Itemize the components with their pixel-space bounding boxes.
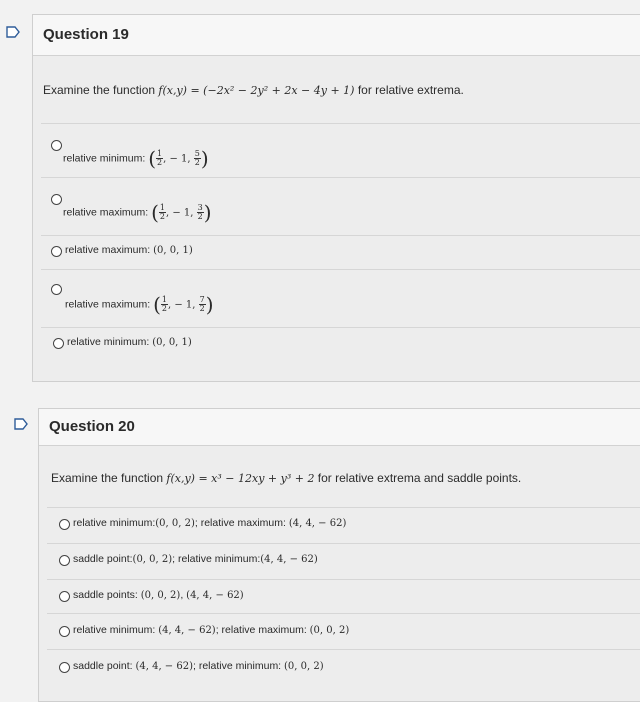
radio-button[interactable] [51, 194, 62, 205]
question-19-header [33, 15, 640, 56]
radio-button[interactable] [51, 246, 62, 257]
question-20-title: Question 20 [49, 418, 135, 435]
radio-button[interactable] [59, 591, 70, 602]
q19-option-4[interactable]: relative maximum: ( $\frac{1}{2}$ , − 1, $\frac{7}{2}$ ) [41, 269, 640, 328]
radio-button[interactable] [59, 626, 70, 637]
q20-option-2[interactable]: saddle point:(0, 0, 2); relative minimum:(4, 4, − 62) [47, 543, 640, 580]
radio-button[interactable] [59, 662, 70, 673]
flag-icon-q20[interactable] [14, 418, 28, 430]
radio-button[interactable] [59, 519, 70, 530]
q19-option-1[interactable]: relative minimum: ( $\frac{1}{2}$ , − 1, $\frac{5}{2}$ ) [41, 123, 640, 178]
question-19-prompt: Examine the function f(x,y) = (−2x² − 2y² + 2x − 4y + 1) for relative extrema. [43, 83, 464, 97]
question-20-card [38, 408, 640, 702]
radio-button[interactable] [59, 555, 70, 566]
question-19-title: Question 19 [43, 26, 129, 43]
question-19-function: f(x,y) = (−2x² − 2y² + 2x − 4y + 1) [158, 84, 355, 97]
q19-option-3[interactable]: relative maximum: (0, 0, 1) [41, 235, 640, 270]
q20-option-4[interactable]: relative minimum: (4, 4, − 62); relative maximum: (0, 0, 2) [47, 613, 640, 650]
question-20-header [39, 409, 640, 446]
q20-option-5[interactable]: saddle point: (4, 4, − 62); relative minimum: (0, 0, 2) [47, 649, 640, 690]
radio-button[interactable] [51, 140, 62, 151]
flag-icon-q19[interactable] [6, 26, 20, 38]
q19-option-2[interactable]: relative maximum: ( $\frac{1}{2}$ , − 1, $\frac{3}{2}$ ) [41, 177, 640, 236]
q20-option-1[interactable]: relative minimum:(0, 0, 2); relative maximum: (4, 4, − 62) [47, 507, 640, 544]
question-19-card [32, 14, 640, 382]
radio-button[interactable] [51, 284, 62, 295]
question-20-prompt: Examine the function f(x,y) = x³ − 12xy + y³ + 2 for relative extrema and saddle points. [51, 471, 522, 485]
q19-option-5[interactable]: relative minimum: (0, 0, 1) [41, 327, 640, 368]
radio-button[interactable] [53, 338, 64, 349]
q20-option-3[interactable]: saddle points: (0, 0, 2), (4, 4, − 62) [47, 579, 640, 614]
question-20-function: f(x,y) = x³ − 12xy + y³ + 2 [166, 472, 315, 485]
